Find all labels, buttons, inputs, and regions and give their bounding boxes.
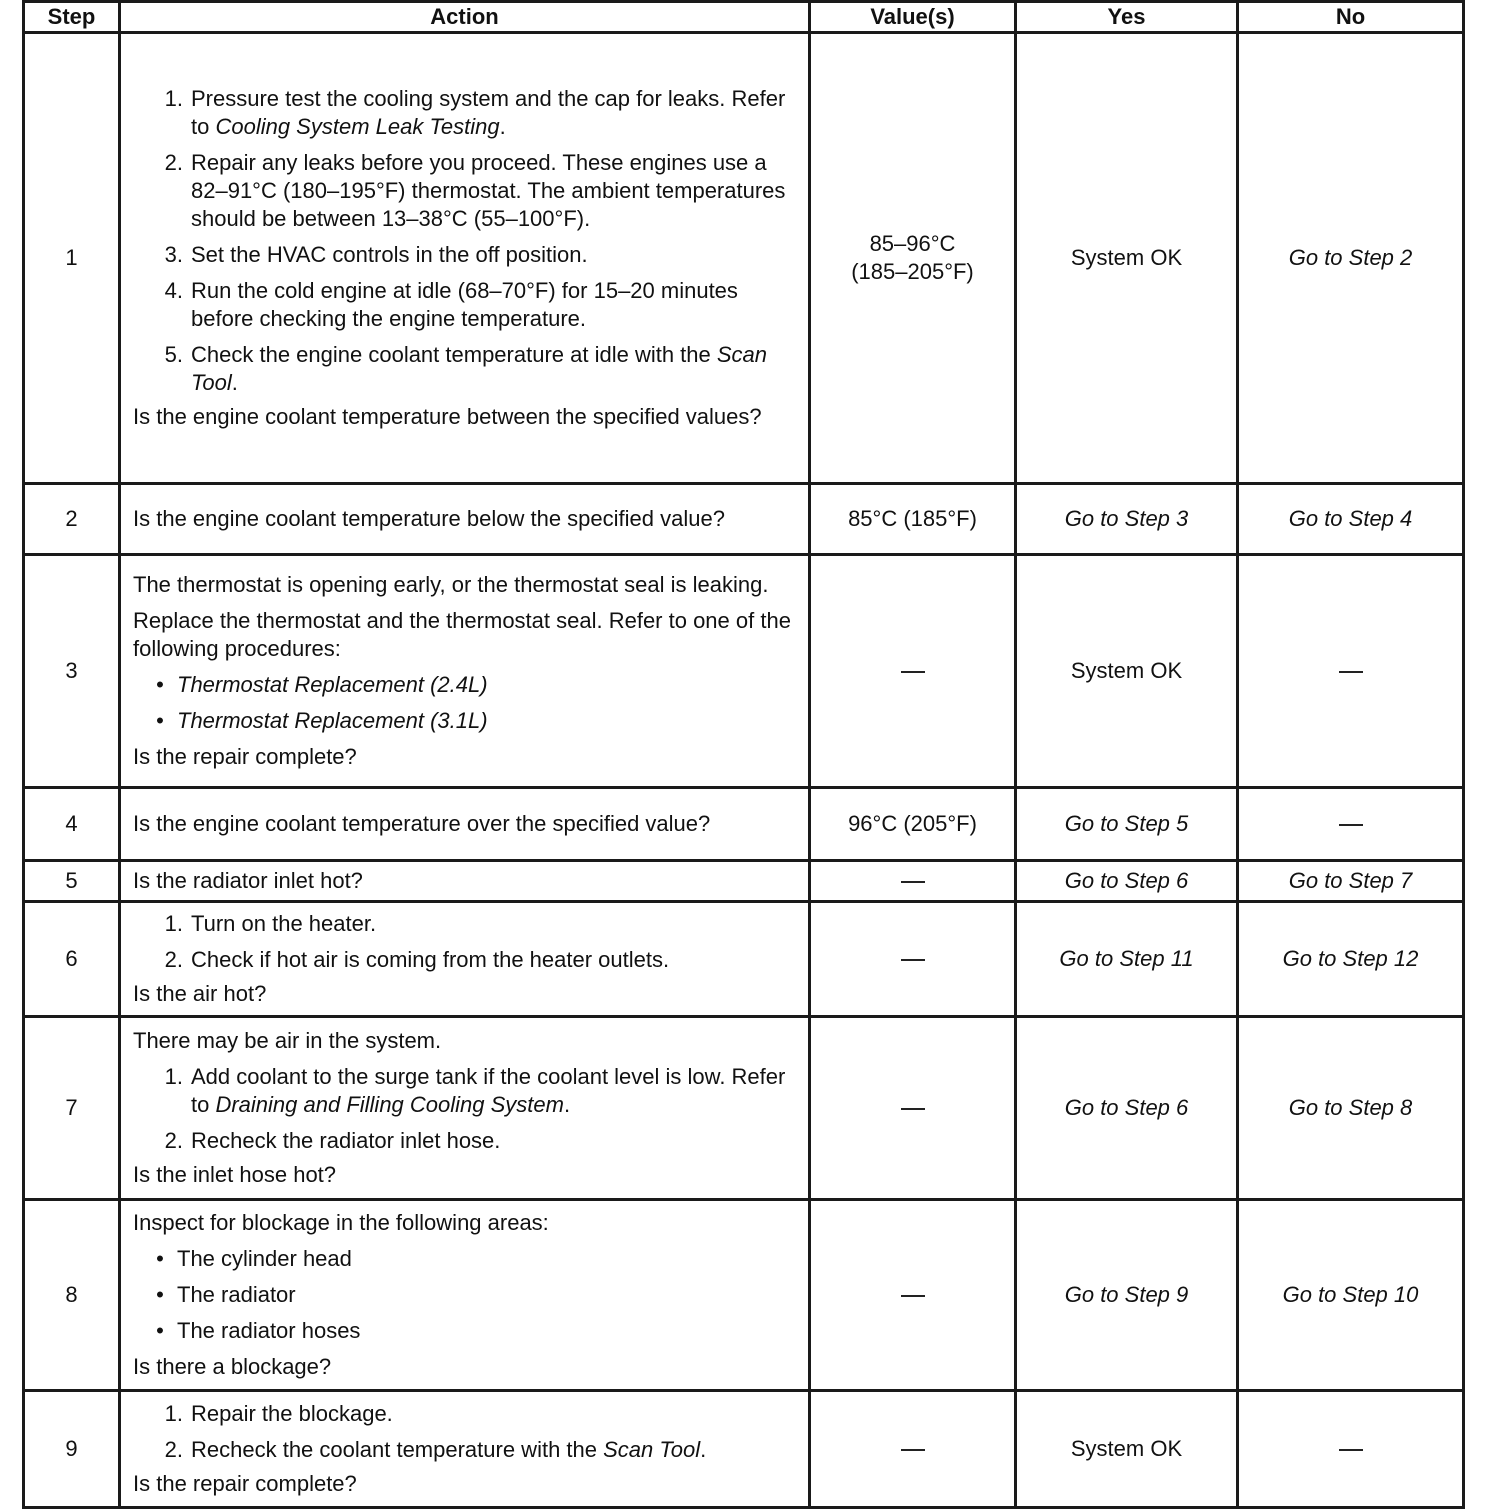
action-cell — [120, 33, 810, 484]
dash-icon — [901, 881, 925, 883]
action-cell — [120, 861, 810, 902]
step-number: 4 — [24, 788, 120, 861]
value-cell — [810, 1017, 1016, 1200]
yes-result[interactable]: Go to Step 9 — [1016, 1200, 1238, 1391]
action-paragraph: Inspect for blockage in the following areas: — [133, 1210, 549, 1235]
header-values: Value(s) — [810, 2, 1016, 33]
action-cell — [120, 788, 810, 861]
no-result — [1238, 555, 1464, 788]
dash-icon — [901, 1295, 925, 1297]
reference-link[interactable]: Scan Tool — [191, 342, 768, 395]
action-cell — [120, 484, 810, 555]
value-cell: 96°C (205°F) — [810, 788, 1016, 861]
step-number: 7 — [24, 1017, 120, 1200]
action-paragraph: There may be air in the system. — [133, 1028, 442, 1053]
value-cell: 85–96°C (185–205°F) — [810, 33, 1016, 484]
reference-link[interactable]: Thermostat Replacement (2.4L) — [177, 672, 488, 697]
no-result[interactable]: Go to Step 2 — [1238, 33, 1464, 484]
dash-icon — [1339, 671, 1363, 673]
reference-link[interactable]: Scan Tool — [603, 1437, 701, 1462]
step-number: 9 — [24, 1391, 120, 1508]
list-item: 2. Repair any leaks before you proceed. These engines use a 82–91°C (180–195°F) thermostat. The ambient temperatures should be between 13–38°C (55–100°F). — [164, 150, 786, 231]
no-result[interactable]: Go to Step 7 — [1238, 861, 1464, 902]
no-result — [1238, 788, 1464, 861]
yes-result[interactable]: Go to Step 11 — [1016, 902, 1238, 1017]
list-item: • The radiator — [156, 1282, 296, 1307]
question-text: Is the inlet hose hot? — [133, 1162, 337, 1187]
question-text: Is the radiator inlet hot? — [133, 868, 363, 893]
dash-icon — [901, 959, 925, 961]
question-text: Is the repair complete? — [133, 744, 357, 769]
action-paragraph: Replace the thermostat and the thermostat seal. Refer to one of the following procedures: — [133, 608, 791, 661]
table-row-step-3 — [24, 555, 1464, 788]
list-item: 4. Run the cold engine at idle (68–70°F) for 15–20 minutes before checking the engine temperature. — [164, 278, 738, 331]
table-row-step-1 — [24, 33, 1464, 484]
step-number: 3 — [24, 555, 120, 788]
diagnostic-page — [22, 0, 1462, 1509]
no-result[interactable]: Go to Step 10 — [1238, 1200, 1464, 1391]
dash-icon — [901, 671, 925, 673]
action-cell — [120, 1200, 810, 1391]
list-item: • Thermostat Replacement (2.4L) — [156, 672, 488, 697]
list-item: 2. Recheck the radiator inlet hose. — [164, 1128, 501, 1153]
action-cell — [120, 902, 810, 1017]
table-row-step-8 — [24, 1200, 1464, 1391]
header-no: No — [1238, 2, 1464, 33]
no-result[interactable]: Go to Step 12 — [1238, 902, 1464, 1017]
step-number: 2 — [24, 484, 120, 555]
dash-icon — [901, 1108, 925, 1110]
no-result[interactable]: Go to Step 4 — [1238, 484, 1464, 555]
yes-result[interactable]: Go to Step 6 — [1016, 1017, 1238, 1200]
table-row-step-7 — [24, 1017, 1464, 1200]
list-item: 1. Add coolant to the surge tank if the coolant level is low. Refer to Draining and Filling Cooling System. — [164, 1064, 786, 1117]
header-action: Action — [120, 2, 810, 33]
value-cell — [810, 861, 1016, 902]
list-item: 1. Turn on the heater. — [164, 911, 377, 936]
table-row-step-6 — [24, 902, 1464, 1017]
step-number: 5 — [24, 861, 120, 902]
dash-icon — [901, 1449, 925, 1451]
action-paragraph: The thermostat is opening early, or the thermostat seal is leaking. — [133, 572, 769, 597]
step-number: 8 — [24, 1200, 120, 1391]
question-text: Is the engine coolant temperature between the specified values? — [133, 404, 762, 429]
question-text: Is the air hot? — [133, 981, 267, 1006]
step-number: 1 — [24, 33, 120, 484]
table-row-step-4 — [24, 788, 1464, 861]
table-header-row — [24, 2, 1464, 33]
list-item: • The radiator hoses — [156, 1318, 361, 1343]
action-cell — [120, 1017, 810, 1200]
question-text: Is the engine coolant temperature over the specified value? — [133, 811, 711, 836]
list-item: 5. Check the engine coolant temperature at idle with the Scan Tool. — [164, 342, 768, 395]
value-cell — [810, 1391, 1016, 1508]
list-item: 3. Set the HVAC controls in the off position. — [164, 242, 588, 267]
header-step: Step — [24, 2, 120, 33]
yes-result: System OK — [1016, 1391, 1238, 1508]
value-cell — [810, 902, 1016, 1017]
table-row-step-2 — [24, 484, 1464, 555]
dash-icon — [1339, 824, 1363, 826]
reference-link[interactable]: Cooling System Leak Testing — [215, 114, 500, 139]
action-cell — [120, 1391, 810, 1508]
table-row-step-9 — [24, 1391, 1464, 1508]
diagnostic-table — [22, 0, 1465, 1509]
list-item: • The cylinder head — [156, 1246, 352, 1271]
reference-link[interactable]: Thermostat Replacement (3.1L) — [177, 708, 488, 733]
value-cell: 85°C (185°F) — [810, 484, 1016, 555]
yes-result[interactable]: Go to Step 6 — [1016, 861, 1238, 902]
list-item: • Thermostat Replacement (3.1L) — [156, 708, 488, 733]
value-cell — [810, 1200, 1016, 1391]
no-result — [1238, 1391, 1464, 1508]
list-item: 1. Pressure test the cooling system and the cap for leaks. Refer to Cooling System Leak Testing. — [164, 86, 786, 139]
header-yes: Yes — [1016, 2, 1238, 33]
yes-result[interactable]: Go to Step 5 — [1016, 788, 1238, 861]
list-item: 2. Check if hot air is coming from the heater outlets. — [164, 947, 670, 972]
value-cell — [810, 555, 1016, 788]
yes-result: System OK — [1016, 555, 1238, 788]
question-text: Is there a blockage? — [133, 1354, 332, 1379]
action-cell — [120, 555, 810, 788]
question-text: Is the engine coolant temperature below the specified value? — [133, 506, 725, 531]
reference-link[interactable]: Draining and Filling Cooling System — [215, 1092, 564, 1117]
dash-icon — [1339, 1449, 1363, 1451]
question-text: Is the repair complete? — [133, 1471, 357, 1496]
yes-result[interactable]: Go to Step 3 — [1016, 484, 1238, 555]
list-item: 1. Repair the blockage. — [164, 1401, 393, 1426]
table-row-step-5 — [24, 861, 1464, 902]
list-item: 2. Recheck the coolant temperature with the Scan Tool. — [164, 1437, 707, 1462]
step-number: 6 — [24, 902, 120, 1017]
yes-result: System OK — [1016, 33, 1238, 484]
no-result[interactable]: Go to Step 8 — [1238, 1017, 1464, 1200]
